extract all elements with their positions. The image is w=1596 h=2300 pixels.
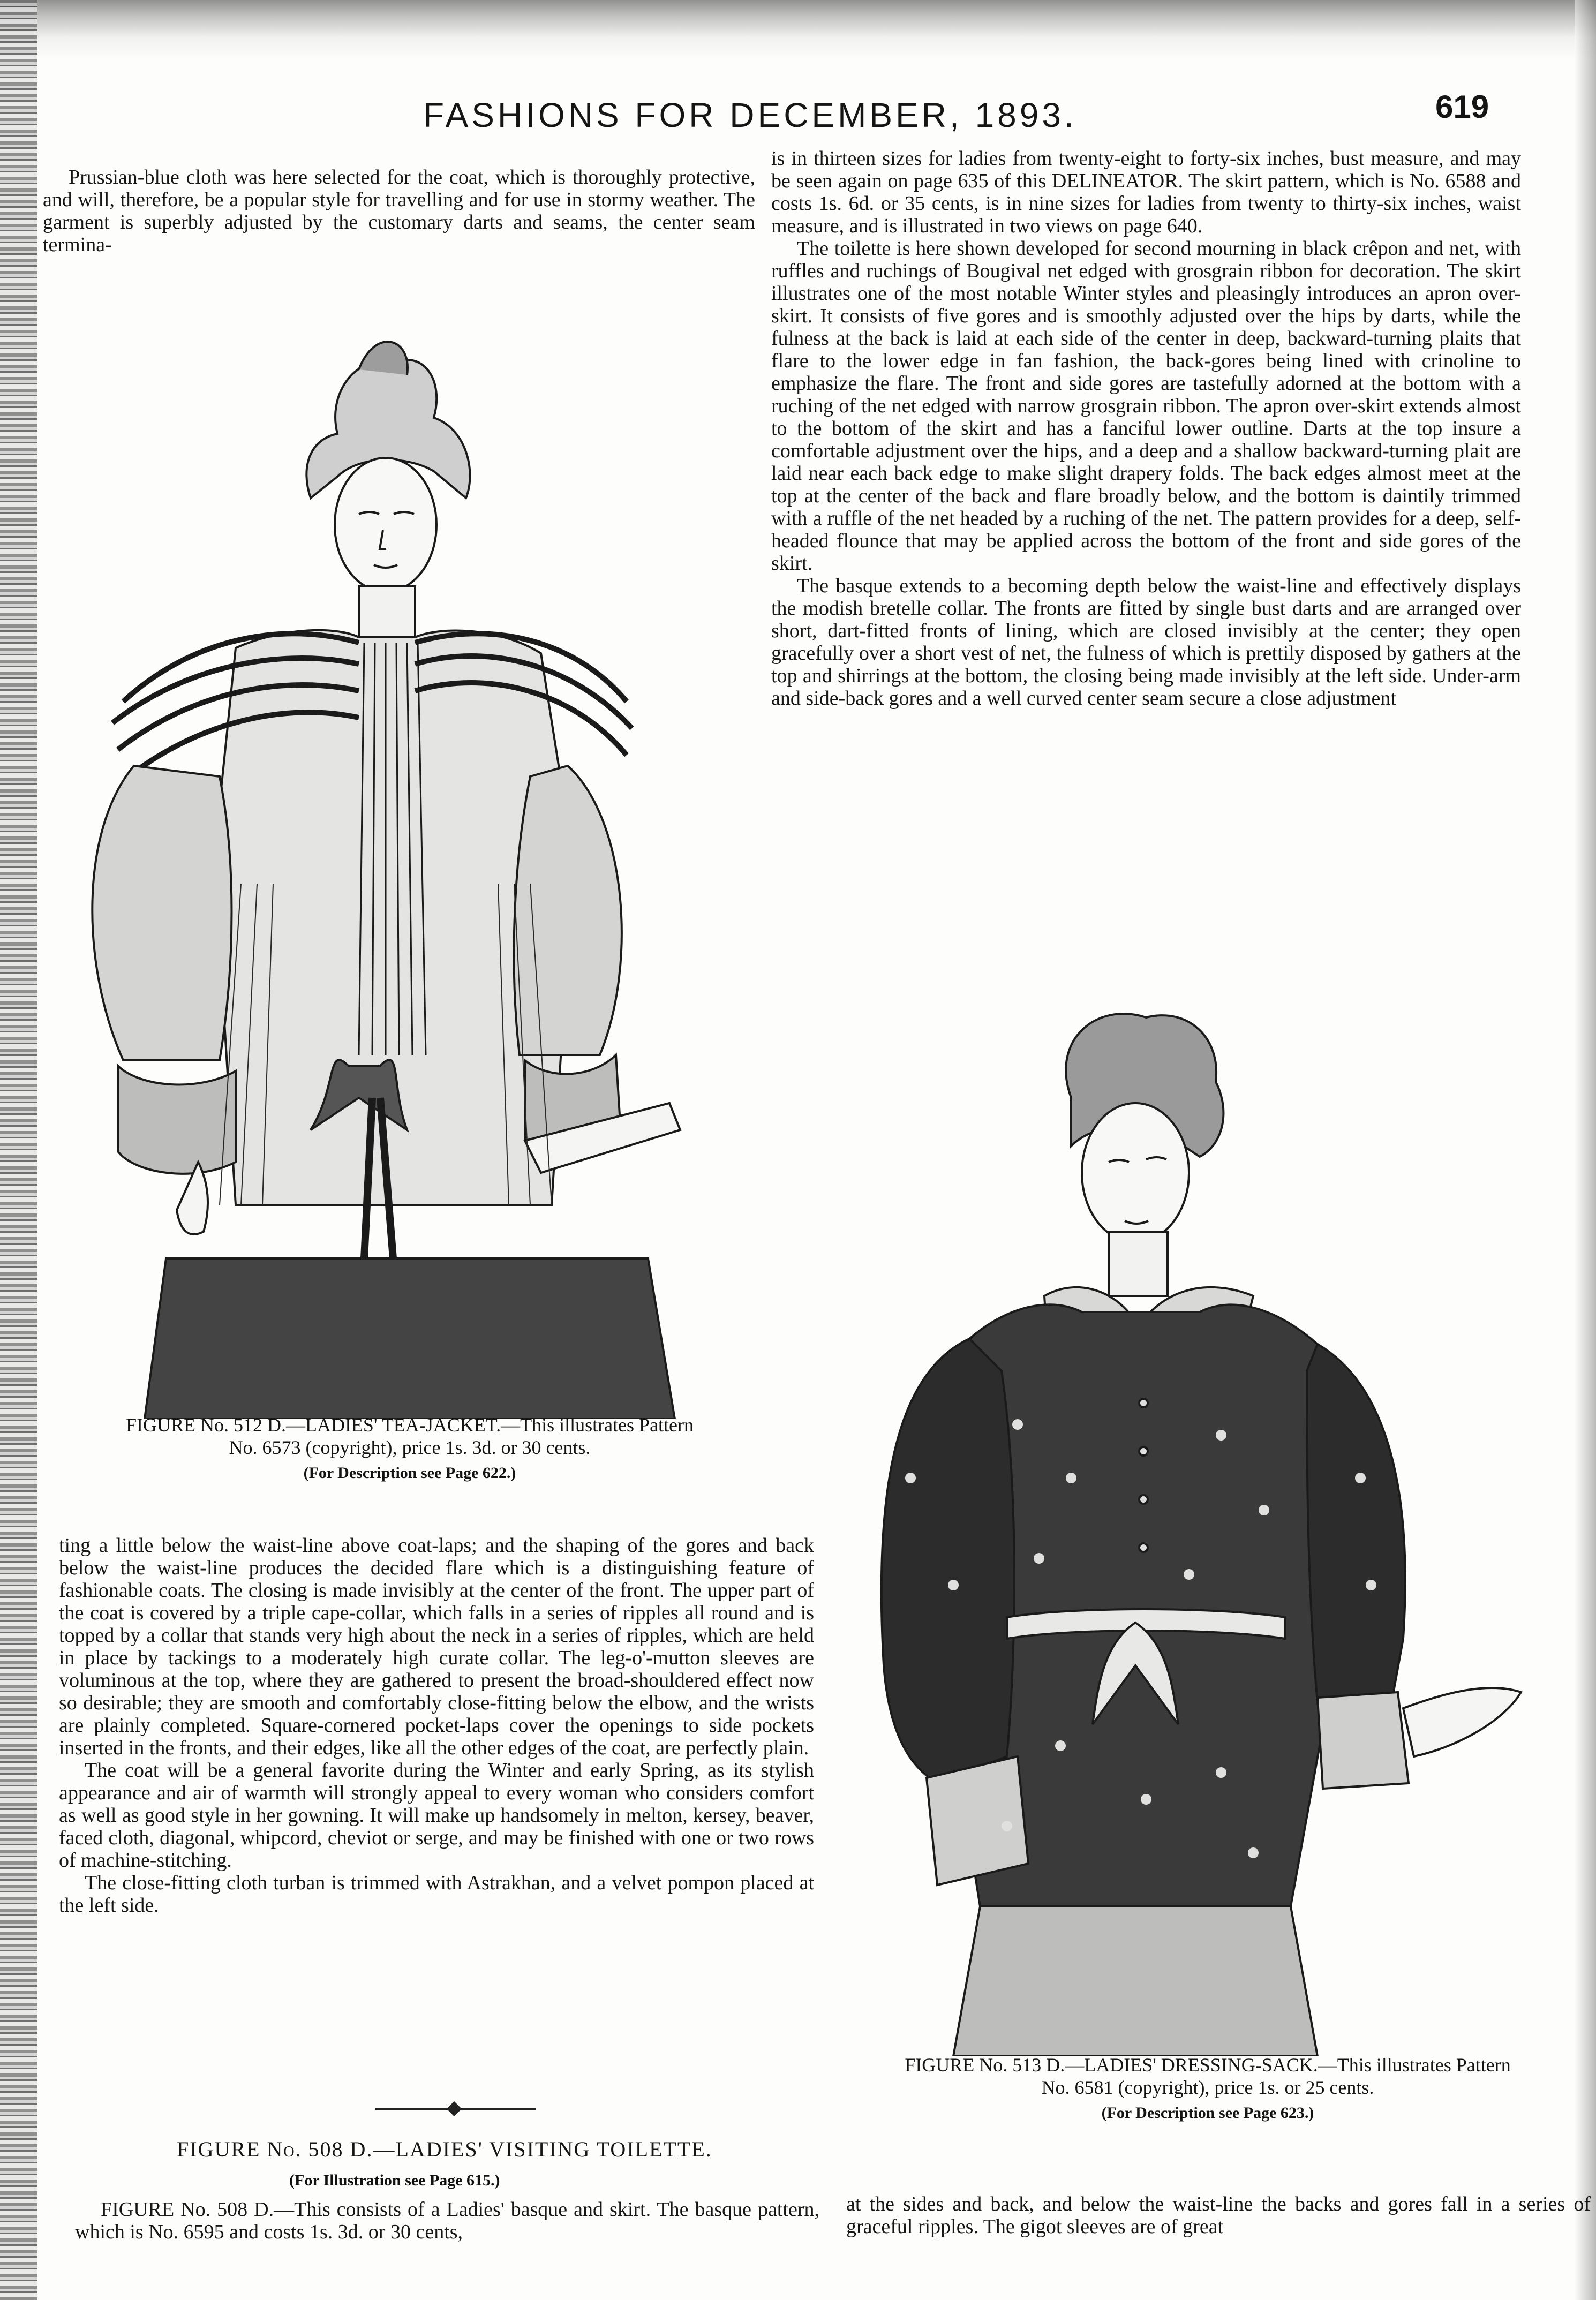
divider-ornament <box>447 2101 462 2116</box>
left-column-bottom-text <box>59 1534 814 1917</box>
figure-513-caption <box>846 2054 1569 2124</box>
paragraph: at the sides and back, and below the waist-line the backs and gores fall in a series of graceful ripples. The gigot sleeves are of great <box>846 2193 1591 2238</box>
section-reference: (For Illustration see Page 615.) <box>289 2171 500 2189</box>
left-column-top-text <box>43 166 755 256</box>
caption-reference: (For Description see Page 623.) <box>1101 2104 1314 2122</box>
paragraph: ting a little below the waist-line above coat-laps; and the shaping of the gores and back below the waist-line produces the decided flare which is a distinguishing feature of fashionable coats. The closing is made invisibly at the center of the front. The upper part of the coat is covered by a triple cape-collar, which falls in a series of ripples all round and is topped by a collar that stands very high about the neck in a series of ripples, which are held in place by tackings to a moderately high curate collar. The leg-o'-mutton sleeves are voluminous at the top, where they are gathered to present the broad-shouldered effect now so desirable; they are smooth and comfortably close-fitting below the elbow, and the wrists are plainly completed. Square-cornered pocket-laps cover the openings to side pockets inserted in the fronts, and their edges, like all the other edges of the coat, are perfectly plain. <box>59 1534 814 1759</box>
right-column-top-text <box>771 147 1521 710</box>
section-508-text <box>75 2198 819 2243</box>
section-heading: FIGURE No. 508 D.—LADIES' VISITING TOILETTE. <box>177 2137 712 2161</box>
caption-line: FIGURE No. 512 D.—LADIES' TEA-JACKET.—This illustrates Pattern <box>125 1414 694 1436</box>
right-column-bottom-text <box>846 2193 1591 2238</box>
scan-binding-edge <box>0 0 37 2300</box>
paragraph: The coat will be a general favorite during the Winter and early Spring, as its stylish appearance and air of warmth will strongly appeal to every woman who considers comfort as well as good style in her gowning. It will make up handsomely in melton, kersey, beaver, faced cloth, diagonal, whipcord, cheviot or serge, and may be finished with one or two rows of machine-stitching. <box>59 1759 814 1872</box>
paragraph: The close-fitting cloth turban is trimmed with Astrakhan, and a velvet pompon placed at the left side. <box>59 1872 814 1917</box>
dressing-sack-illustration <box>846 996 1542 2056</box>
paragraph: The basque extends to a becoming depth below the waist-line and effectively displays the modish bretelle collar. The fronts are fitted by single bust darts and are arranged over short, dart-fitted fronts of lining, which are closed invisibly at the center; they open gracefully over a short vest of net, the fulness of which is prettily disposed by gathers at the top and shirrings at the bottom, the closing being made invisibly at the left side. Under-arm and side-back gores and a well curved center seam secure a close adjustment <box>771 575 1521 710</box>
paragraph: FIGURE No. 508 D.—This consists of a Ladies' basque and skirt. The basque pattern, which is No. 6595 and costs 1s. 3d. or 30 cents, <box>75 2198 819 2243</box>
scan-right-shadow <box>1575 0 1596 2300</box>
page-number: 619 <box>1435 89 1489 125</box>
caption-reference: (For Description see Page 622.) <box>303 1464 516 1482</box>
caption-line: FIGURE No. 513 D.—LADIES' DRESSING-SACK.—This illustrates Pattern <box>905 2054 1511 2076</box>
scan-top-shadow <box>0 0 1596 59</box>
paragraph: The toilette is here shown developed for second mourning in black crêpon and net, with ruffles and ruchings of Bougival net edged with grosgrain ribbon for decoration. The skirt illustrates one of the most notable Winter styles and pleasingly introduces an apron over-skirt. It consists of five gores and is smoothly adjusted over the hips by darts, while the fulness at the back is laid at each side of the center in deep, backward-turning plaits that flare to the lower edge in fan fashion, the back-gores being lined with crinoline to emphasize the flare. The front and side gores are tastefully adorned at the bottom with a ruching of the net edged with narrow grosgrain ribbon. The apron over-skirt extends almost to the bottom of the skirt and has a fanciful lower outline. Darts at the top insure a comfortable adjustment over the hips, and a deep and a shallow backward-turning plait are laid near each back edge to make slight drapery folds. The back edges almost meet at the top at the center of the back and flare broadly below, and the bottom is daintily trimmed with a ruffle of the net headed by a ruching of the net. The pattern provides for a deep, self-headed flounce that may be applied across the bottom of the front and side gores of the skirt. <box>771 237 1521 575</box>
page-title: FASHIONS FOR DECEMBER, 1893. <box>423 96 1077 134</box>
tea-jacket-illustration <box>59 295 766 1419</box>
caption-line: No. 6573 (copyright), price 1s. 3d. or 30 cents. <box>229 1437 591 1458</box>
figure-512-caption <box>54 1414 766 1484</box>
paragraph: Prussian-blue cloth was here selected for the coat, which is thoroughly protective, and will, therefore, be a popular style for travelling and for use in stormy weather. The garment is superbly adjusted by the customary darts and seams, the center seam termina- <box>43 166 755 256</box>
paragraph: is in thirteen sizes for ladies from twenty-eight to forty-six inches, bust measure, and may be seen again on page 635 of this DELINEATOR. The skirt pattern, which is No. 6588 and costs 1s. 6d. or 35 cents, is in nine sizes for ladies from twenty to thirty-six inches, waist measure, and is illustrated in two views on page 640. <box>771 147 1521 237</box>
caption-line: No. 6581 (copyright), price 1s. or 25 cents. <box>1041 2077 1374 2098</box>
